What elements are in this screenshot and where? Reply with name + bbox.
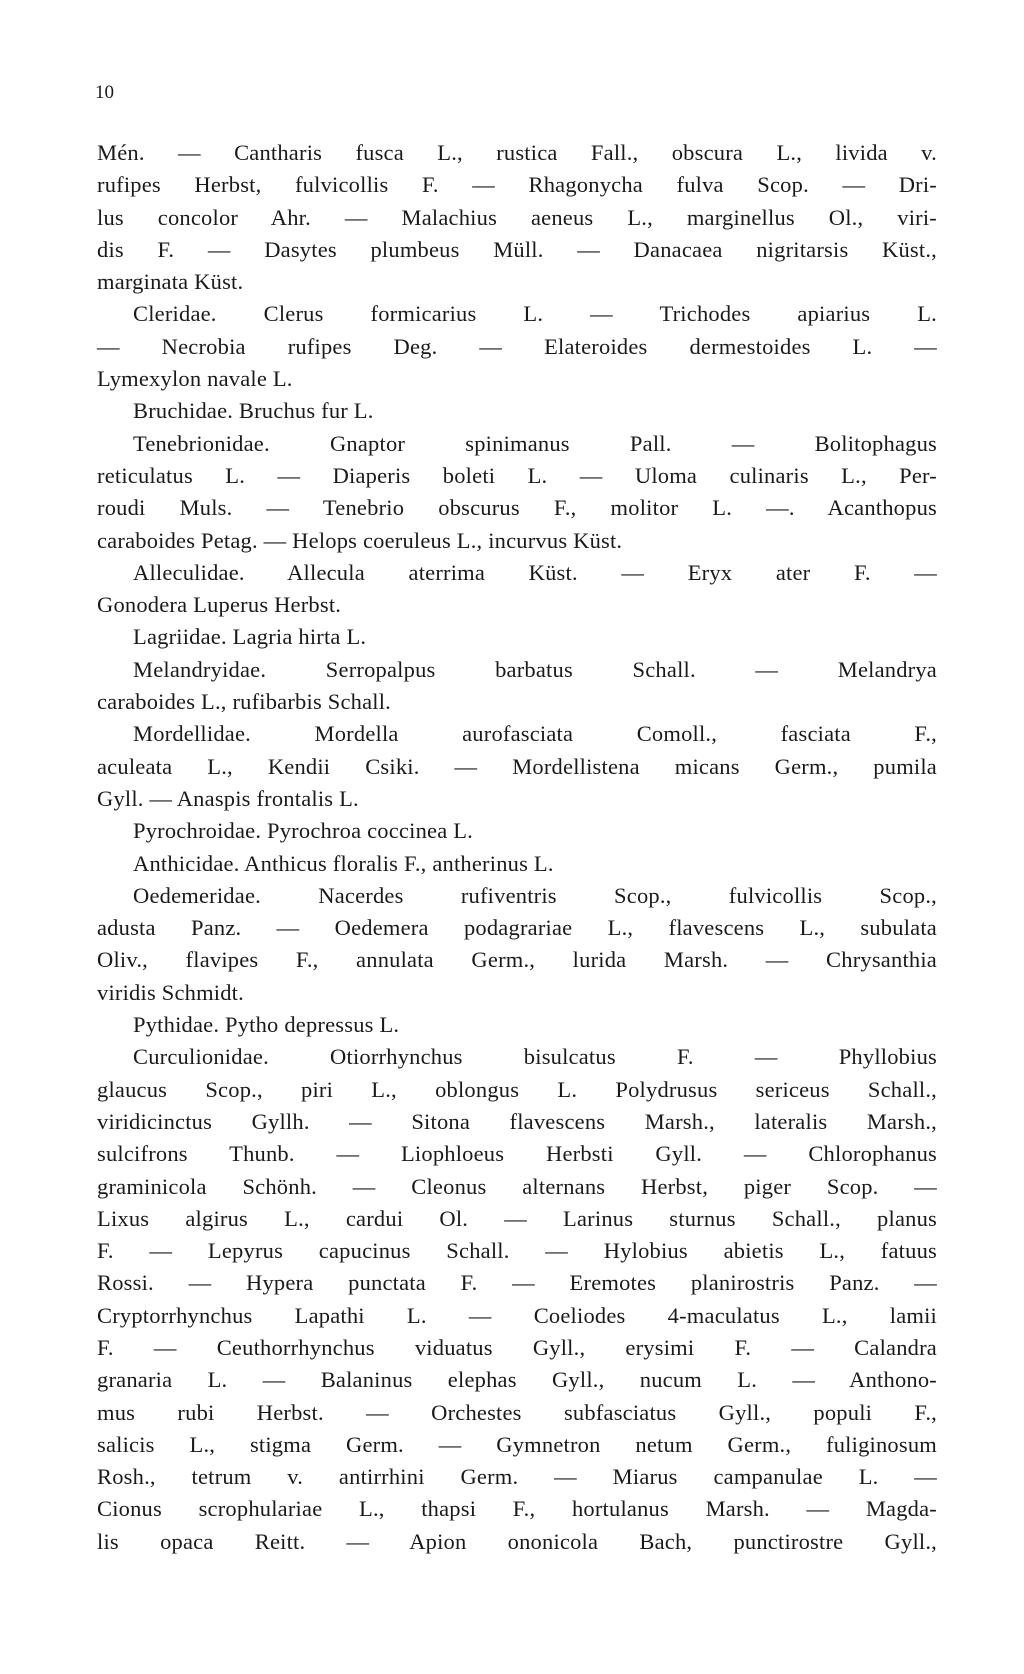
text-line: Anthicidae. Anthicus floralis F., antherinus L. (133, 850, 554, 876)
text-line: marginata Küst. (97, 269, 244, 295)
text-line: Pyrochroidae. Pyrochroa coccinea L. (133, 818, 473, 844)
text-line: lis opaca Reitt. — Apion ononicola Bach, punctirostre Gyll., (97, 1528, 937, 1554)
page-number: 10 (95, 82, 114, 103)
text-line: Rossi. — Hypera punctata F. — Eremotes planirostris Panz. — (97, 1270, 937, 1296)
text-line: Oliv., flavipes F., annulata Germ., lurida Marsh. — Chrysanthia (97, 947, 937, 973)
text-line: Oedemeridae. Nacerdes rufiventris Scop., fulvicollis Scop., (133, 882, 937, 908)
text-line: Alleculidae. Allecula aterrima Küst. — Eryx ater F. — (133, 559, 937, 585)
text-line: rufipes Herbst, fulvicollis F. — Rhagonycha fulva Scop. — Dri- (97, 172, 937, 198)
text-line: salicis L., stigma Germ. — Gymnetron netum Germ., fuliginosum (97, 1431, 937, 1457)
text-line: graminicola Schönh. — Cleonus alternans Herbst, piger Scop. — (97, 1173, 937, 1199)
text-line: lus concolor Ahr. — Malachius aeneus L., marginellus Ol., viri- (97, 204, 937, 230)
text-line: reticulatus L. — Diaperis boleti L. — Uloma culinaris L., Per- (97, 462, 937, 488)
text-line: Tenebrionidae. Gnaptor spinimanus Pall. — Bolitophagus (133, 430, 937, 456)
text-line: Cryptorrhynchus Lapathi L. — Coeliodes 4-maculatus L., lamii (97, 1302, 937, 1328)
text-line: — Necrobia rufipes Deg. — Elateroides dermestoides L. — (97, 333, 937, 359)
text-line: caraboides L., rufibarbis Schall. (97, 689, 392, 715)
text-line: viridis Schmidt. (97, 979, 244, 1005)
text-line: F. — Ceuthorrhynchus viduatus Gyll., erysimi F. — Calandra (97, 1334, 937, 1360)
body-text (97, 137, 937, 1558)
text-line: dis F. — Dasytes plumbeus Müll. — Danacaea nigritarsis Küst., (97, 236, 937, 262)
text-line: adusta Panz. — Oedemera podagrariae L., flavescens L., subulata (97, 915, 937, 941)
text-line: roudi Muls. — Tenebrio obscurus F., molitor L. —. Acanthopus (97, 495, 937, 521)
text-line: caraboides Petag. — Helops coeruleus L., incurvus Küst. (97, 527, 623, 553)
text-line: Cleridae. Clerus formicarius L. — Trichodes apiarius L. (133, 301, 937, 327)
text-line: Cionus scrophulariae L., thapsi F., hortulanus Marsh. — Magda- (97, 1496, 937, 1522)
text-line: Gyll. — Anaspis frontalis L. (97, 785, 359, 811)
text-line: mus rubi Herbst. — Orchestes subfasciatus Gyll., populi F., (97, 1399, 937, 1425)
text-line: Lixus algirus L., cardui Ol. — Larinus sturnus Schall., planus (97, 1205, 937, 1231)
text-line: Mordellidae. Mordella aurofasciata Comoll., fasciata F., (133, 721, 937, 747)
text-line: glaucus Scop., piri L., oblongus L. Polydrusus sericeus Schall., (97, 1076, 937, 1102)
text-line: sulcifrons Thunb. — Liophloeus Herbsti Gyll. — Chlorophanus (97, 1141, 937, 1167)
text-line: aculeata L., Kendii Csiki. — Mordellistena micans Germ., pumila (97, 753, 937, 779)
text-line: Curculionidae. Otiorrhynchus bisulcatus F. — Phyllobius (133, 1044, 937, 1070)
text-line: Lymexylon navale L. (97, 366, 293, 392)
text-line: Melandryidae. Serropalpus barbatus Schall. — Melandrya (133, 656, 937, 682)
text-line: Pythidae. Pytho depressus L. (133, 1012, 400, 1038)
text-line: granaria L. — Balaninus elephas Gyll., nucum L. — Anthono- (97, 1367, 937, 1393)
text-line: Rosh., tetrum v. antirrhini Germ. — Miarus campanulae L. — (97, 1464, 937, 1490)
text-line: Lagriidae. Lagria hirta L. (133, 624, 367, 650)
text-line: Bruchidae. Bruchus fur L. (133, 398, 374, 424)
text-line: Gonodera Luperus Herbst. (97, 592, 342, 618)
text-line: Mén. — Cantharis fusca L., rustica Fall., obscura L., livida v. (97, 140, 937, 165)
text-line: viridicinctus Gyllh. — Sitona flavescens Marsh., lateralis Marsh., (97, 1108, 937, 1134)
text-line: F. — Lepyrus capucinus Schall. — Hylobius abietis L., fatuus (97, 1238, 937, 1264)
